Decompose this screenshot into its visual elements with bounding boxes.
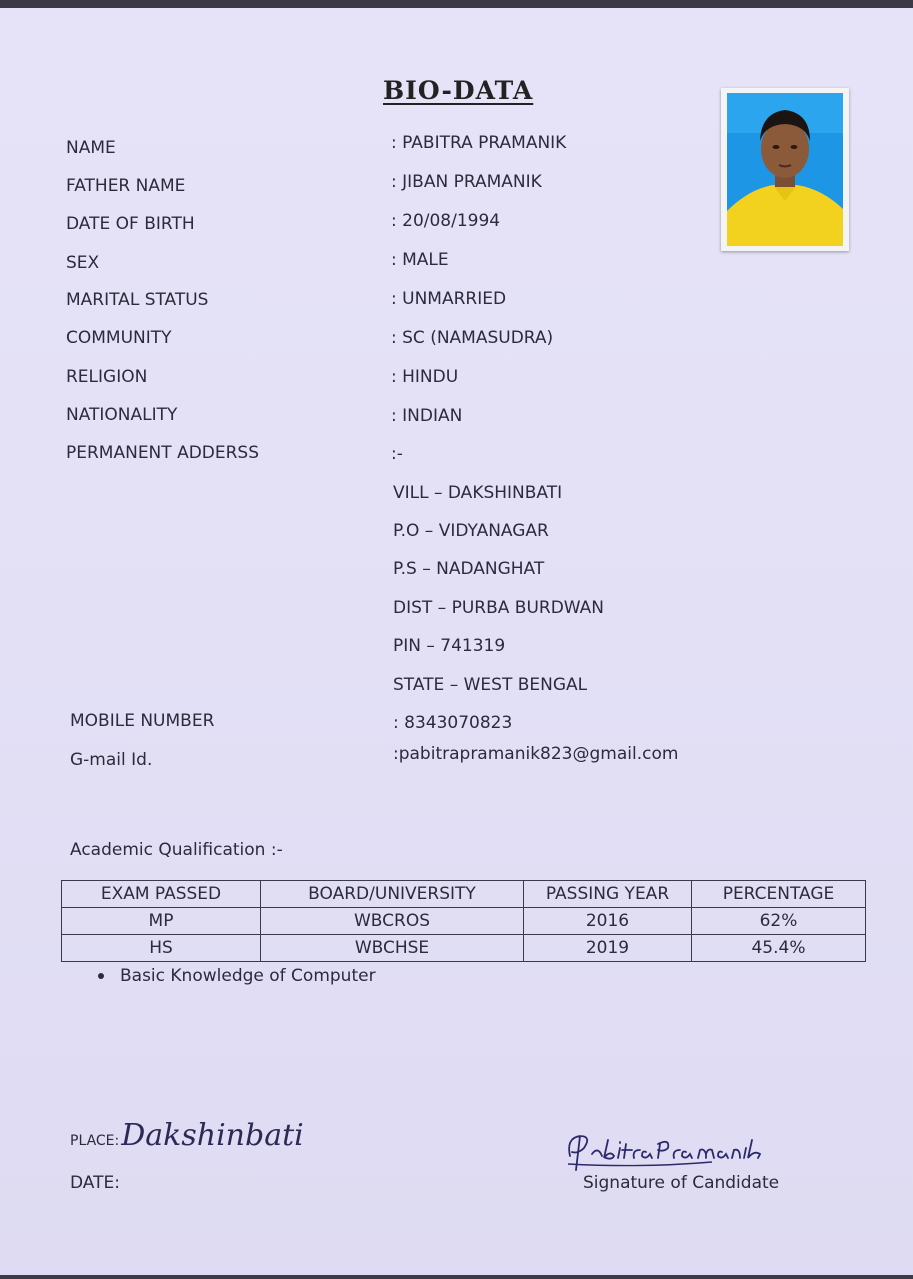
portrait-image: [727, 93, 843, 246]
biodata-page: [0, 8, 913, 1275]
cell-exam: HS: [62, 935, 261, 962]
document-title: BIO-DATA: [383, 76, 534, 105]
table-row: [62, 935, 866, 962]
address-police-station: P.S – NADANGHAT: [393, 559, 545, 579]
address-state: STATE – WEST BENGAL: [393, 675, 588, 695]
signature-caption: Signature of Candidate: [583, 1173, 780, 1193]
label-gmail-id: G-mail Id.: [70, 750, 153, 770]
signature-mark: [562, 1124, 772, 1174]
value-religion: : HINDU: [391, 367, 459, 387]
header-exam-passed: EXAM PASSED: [62, 881, 261, 908]
table-row: [62, 908, 866, 935]
place-line: [70, 1118, 304, 1153]
cell-year: 2019: [524, 935, 692, 962]
value-gmail-id: :pabitrapramanik823@gmail.com: [393, 744, 679, 764]
value-father-name: : JIBAN PRAMANIK: [391, 172, 542, 192]
header-percentage: PERCENTAGE: [692, 881, 866, 908]
label-nationality: NATIONALITY: [66, 405, 178, 425]
address-pin: PIN – 741319: [393, 636, 506, 656]
cell-percentage: 45.4%: [692, 935, 866, 962]
label-date-of-birth: DATE OF BIRTH: [66, 214, 195, 234]
cell-exam: MP: [62, 908, 261, 935]
skill-text: Basic Knowledge of Computer: [120, 966, 376, 986]
date-label: DATE:: [70, 1173, 120, 1193]
bullet-dot-icon: [98, 973, 104, 979]
value-name: : PABITRA PRAMANIK: [391, 133, 567, 153]
label-sex: SEX: [66, 253, 100, 273]
value-permanent-address: :-: [391, 444, 403, 464]
label-permanent-address: PERMANENT ADDERSS: [66, 443, 260, 463]
value-sex: : MALE: [391, 250, 449, 270]
table-header-row: [62, 881, 866, 908]
value-community: : SC (NAMASUDRA): [391, 328, 554, 348]
label-name: NAME: [66, 138, 116, 158]
label-marital-status: MARITAL STATUS: [66, 290, 209, 310]
value-date-of-birth: : 20/08/1994: [391, 211, 501, 231]
value-mobile-number: : 8343070823: [393, 713, 513, 733]
cell-board: WBCHSE: [261, 935, 524, 962]
cell-percentage: 62%: [692, 908, 866, 935]
academic-table: [61, 880, 866, 962]
skill-bullet: [98, 966, 376, 986]
header-passing-year: PASSING YEAR: [524, 881, 692, 908]
academic-heading: Academic Qualification :-: [70, 840, 283, 860]
place-handwritten: Dakshinbati: [121, 1118, 304, 1153]
cell-board: WBCROS: [261, 908, 524, 935]
candidate-photo: [721, 88, 849, 251]
label-father-name: FATHER NAME: [66, 176, 186, 196]
address-post-office: P.O – VIDYANAGAR: [393, 521, 549, 541]
label-religion: RELIGION: [66, 367, 148, 387]
value-marital-status: : UNMARRIED: [391, 289, 507, 309]
address-district: DIST – PURBA BURDWAN: [393, 598, 605, 618]
place-label: PLACE:: [70, 1133, 120, 1149]
cell-year: 2016: [524, 908, 692, 935]
address-village: VILL – DAKSHINBATI: [393, 483, 563, 503]
header-board-university: BOARD/UNIVERSITY: [261, 881, 524, 908]
value-nationality: : INDIAN: [391, 406, 463, 426]
label-mobile-number: MOBILE NUMBER: [70, 711, 215, 731]
label-community: COMMUNITY: [66, 328, 172, 348]
